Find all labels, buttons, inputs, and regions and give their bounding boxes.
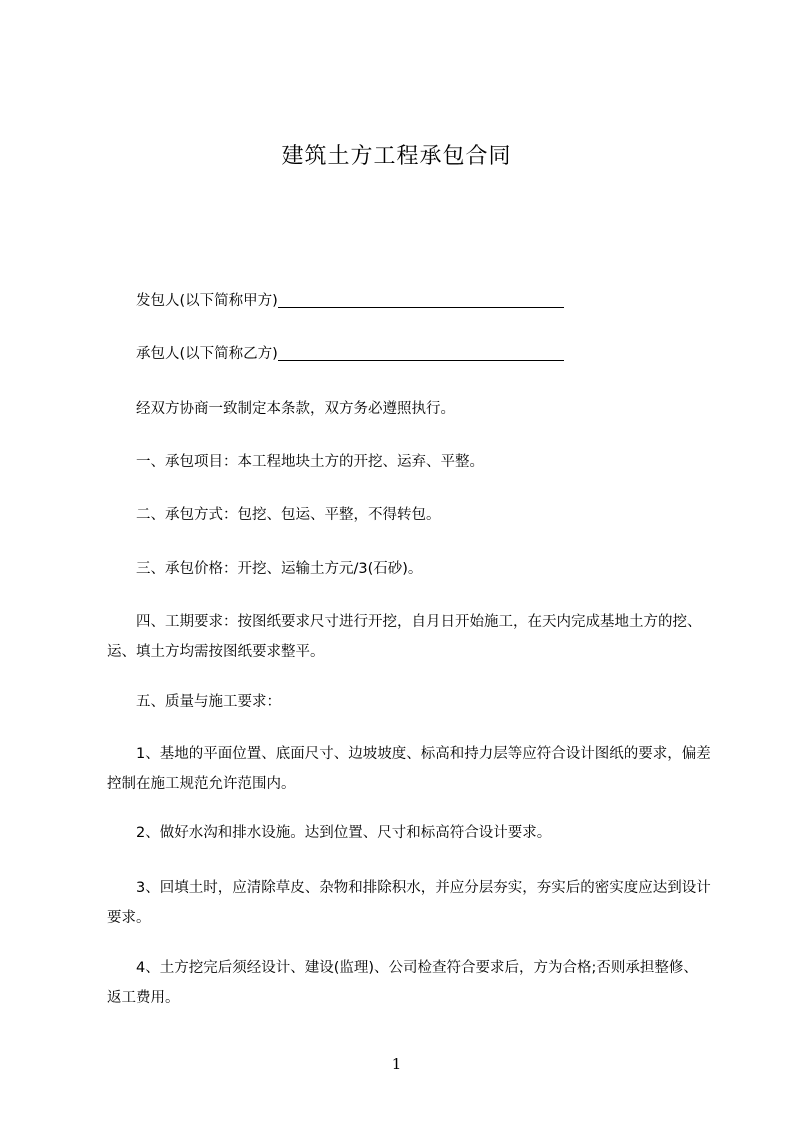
page-number: 1 [391,1055,402,1073]
clause-5-2: 2、做好水沟和排水设施。达到位置、尺寸和标高符合设计要求。 [136,825,552,841]
intro-paragraph: 经双方协商一致制定本条款，双方务必遵照执行。 [136,401,455,417]
clause-5-3: 3、回填土时，应清除草皮、杂物和排除积水，并应分层夯实，夯实后的密实度应达到设计要求。 [107,880,711,926]
clause-1: 一、承包项目：本工程地块土方的开挖、运弃、平整。 [136,454,484,470]
party-a-line [107,286,711,316]
party-a-blank [278,289,564,308]
clause-2: 二、承包方式：包挖、包运、平整，不得转包。 [136,507,441,523]
contract-title: 建筑土方工程承包合同 [281,144,512,169]
party-b-blank [278,342,564,361]
party-b-label: 承包人(以下简称乙方) [136,346,278,362]
party-a-label: 发包人(以下简称甲方) [136,293,278,309]
clause-5-1: 1、基地的平面位置、底面尺寸、边坡坡度、标高和持力层等应符合设计图纸的要求，偏差控制在施工规范允许范围内。 [107,746,711,792]
clause-4: 四、工期要求：按图纸要求尺寸进行开挖，自月日开始施工，在天内完成基地土方的挖、运、填土方均需按图纸要求整平。 [107,614,702,660]
clause-5: 五、质量与施工要求： [136,694,281,710]
clause-5-4: 4、土方挖完后须经设计、建设(监理)、公司检查符合要求后，方为合格;否则承担整修、返工费用。 [107,960,698,1006]
party-b-line [107,339,711,369]
clause-3: 三、承包价格：开挖、运输土方元/3(石砂)。 [136,561,423,577]
